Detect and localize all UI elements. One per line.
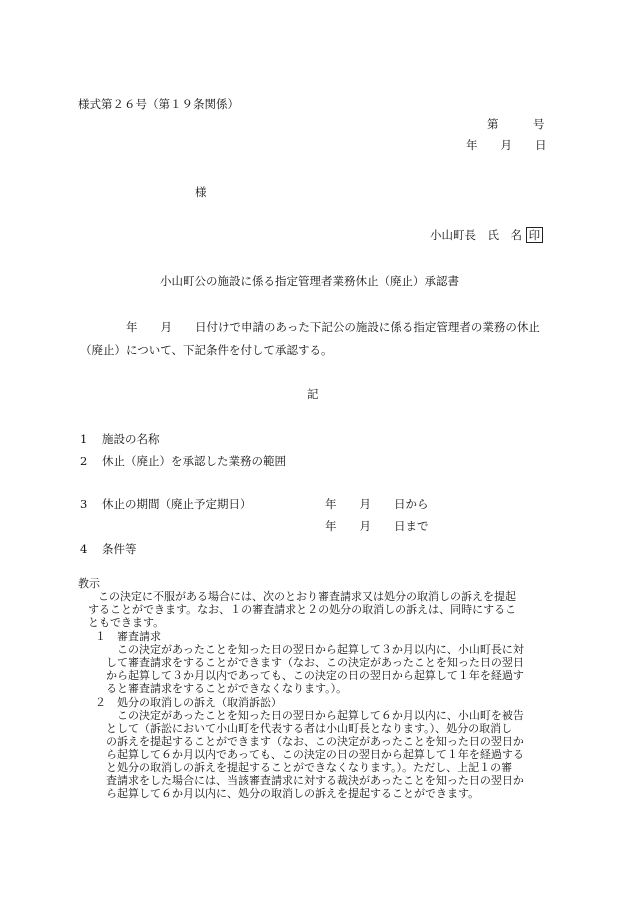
section-1-title: １ 審査請求 — [95, 630, 161, 643]
period-from: 年 月 日から — [325, 497, 429, 511]
document-title: 小山町公の施設に係る指定管理者業務休止（廃止）承認書 — [160, 274, 459, 288]
item-label: 休止の期間（廃止予定期日） — [102, 497, 252, 511]
addressee-honorific: 様 — [195, 185, 207, 199]
section-1-line-3: から起算して３か月以内であっても、この決定の日の翌日から起算して１年を経過す — [106, 669, 524, 682]
notice-intro-line-1: この決定に不服がある場合には、次のとおり審査請求又は処分の取消しの訴えを提起 — [98, 590, 516, 603]
seal-mark: 印 — [526, 227, 544, 243]
item-number: 3 — [80, 497, 88, 511]
section-2-line-5: と処分の取消しの訴えを提起することができなくなります。）。ただし、上記１の審 — [106, 761, 513, 774]
period-to: 年 月 日まで — [325, 519, 429, 533]
item-number: 4 — [80, 542, 88, 556]
item-label: 条件等 — [102, 542, 137, 556]
document-number: 第 号 — [487, 117, 545, 131]
item-number: 2 — [80, 454, 88, 468]
section-1-line-2: して審査請求をすることができます（なお、この決定があったことを知った日の翌日 — [106, 656, 524, 669]
section-1-line-1: この決定があったことを知った日の翌日から起算して３か月以内に、小山町長に対 — [117, 643, 524, 656]
notice-heading: 教示 — [78, 577, 100, 590]
item-label: 休止（廃止）を承認した業務の範囲 — [102, 454, 286, 468]
section-2-line-2: として（訴訟において小山町を代表する者は小山町長となります。）、処分の取消し — [106, 722, 513, 735]
section-2-line-3: の訴えを提起することができます（なお、この決定があったことを知った日の翌日か — [106, 735, 524, 748]
ki-marker: 記 — [307, 387, 319, 401]
section-2-title: ２ 処分の取消しの訴え（取消訴訟） — [95, 696, 282, 709]
body-line-1: 年 月 日付けで申請のあった下記公の施設に係る指定管理者の業務の休止 — [126, 320, 540, 334]
issue-date: 年 月 日 — [466, 138, 547, 152]
section-2-line-7: ら起算して６か月以内に、処分の取消しの訴えを提起することができます。 — [106, 787, 480, 800]
item-number: 1 — [80, 432, 88, 446]
section-2-line-4: ら起算して６か月以内であっても、この決定の日の翌日から起算して１年を経過する — [106, 748, 524, 761]
form-number: 様式第２６号（第１９条関係） — [78, 97, 239, 111]
section-2-line-1: この決定があったことを知った日の翌日から起算して６か月以内に、小山町を被告 — [117, 709, 524, 722]
body-line-2: （廃止）について、下記条件を付して承認する。 — [80, 343, 333, 357]
section-2-line-6: 査請求をした場合には、当該審査請求に対する裁決があったことを知った日の翌日か — [106, 774, 524, 787]
notice-intro-line-3: ともできます。 — [88, 616, 165, 629]
section-1-line-4: ると審査請求をすることができなくなります。）。 — [106, 682, 348, 695]
item-label: 施設の名称 — [102, 432, 160, 446]
notice-intro-line-2: することができます。なお、１の審査請求と２の処分の取消しの訴えは、同時にするこ — [88, 603, 517, 616]
issuer-title-name: 小山町長 氏 名 — [430, 228, 522, 242]
